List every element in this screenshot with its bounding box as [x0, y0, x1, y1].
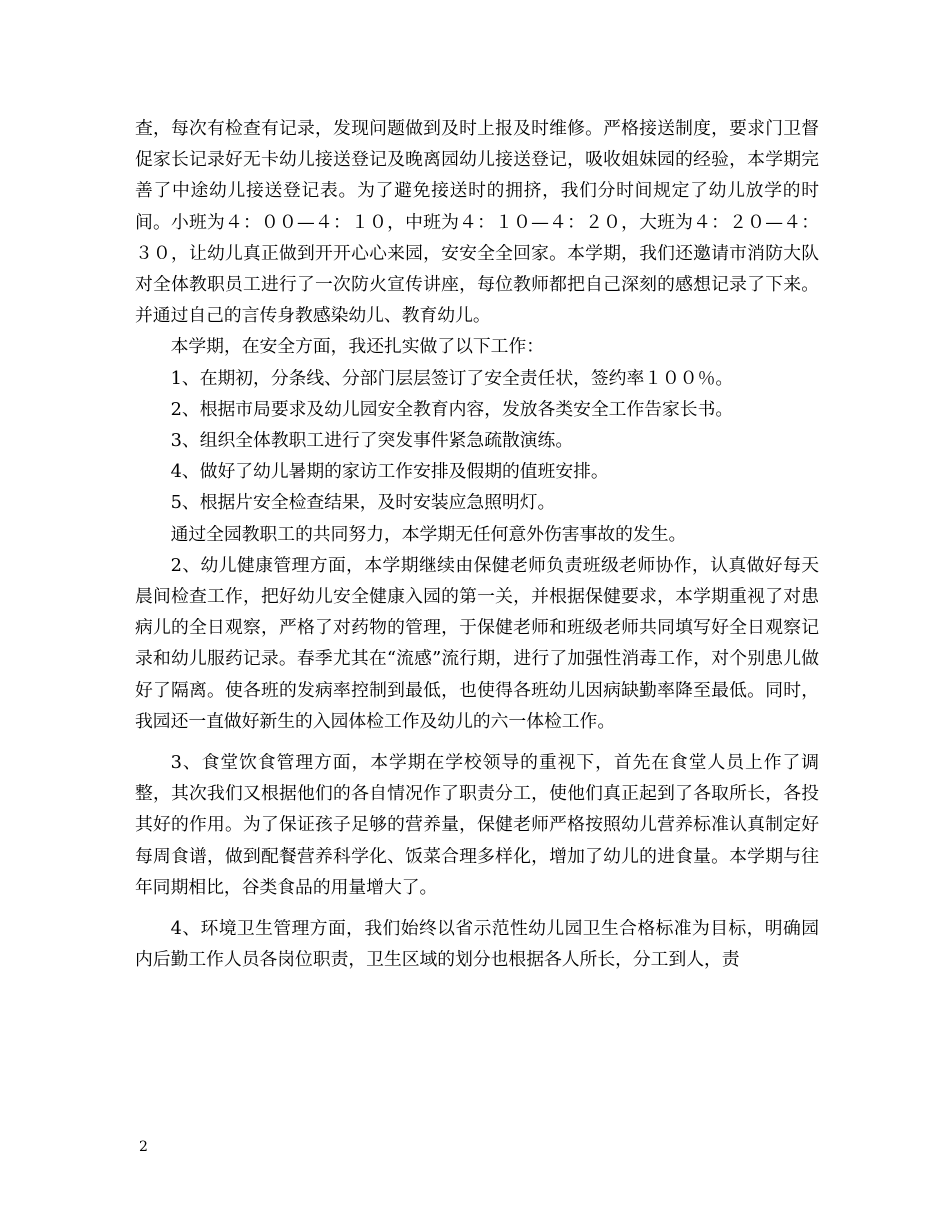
list-item-3: 3、组织全体教职工进行了突发事件紧急疏散演练。: [170, 430, 574, 452]
paragraph-health-management: 2、幼儿健康管理方面，本学期继续由保健老师负责班级老师协作，认真做好每天晨间检查工作，把好幼儿安全健康入园的第一关，并根据保健要求，本学期重视了对患病儿的全日观察，严格了对药物的管理，于保健老师和班级老师共同填写好全日观察记录和幼儿服药记录。春季尤其在“流感”流行期，进行了加强性消毒工作，对个别患儿做好了隔离。使各班的发病率控制到最低，也使得各班幼儿因病缺勤率降至最低。同时，我园还一直做好新生的入园体检工作及幼儿的六一体检工作。: [135, 554, 819, 732]
list-item-1: 1、在期初，分条线、分部门层层签订了安全责任状，签约率１００％。: [170, 367, 734, 389]
paragraph-safety-summary: 通过全园教职工的共同努力，本学期无任何意外伤害事故的发生。: [170, 523, 687, 545]
paragraph-environment-hygiene: 4、环境卫生管理方面，我们始终以省示范性幼儿园卫生合格标准为目标，明确园内后勤工作人员各岗位职责，卫生区域的划分也根据各人所长，分工到人，责: [135, 918, 819, 971]
paragraph-canteen-management: 3、食堂饮食管理方面，本学期在学校领导的重视下，首先在食堂人员上作了调整，其次我们又根据他们的各自情况作了职责分工，使他们真正起到了各取所长，各投其好的作用。为了保证孩子足够的营养量，保健老师严格按照幼儿营养标准认真制定好每周食谱，做到配餐营养科学化、饭菜合理多样化，增加了幼儿的进食量。本学期与往年同期相比，谷类食品的用量增大了。: [135, 752, 819, 898]
list-item-2: 2、根据市局要求及幼儿园安全教育内容，发放各类安全工作告家长书。: [170, 398, 734, 420]
paragraph-safety-intro: 本学期，在安全方面，我还扎实做了以下工作：: [170, 336, 545, 358]
body-text: [135, 113, 819, 975]
list-item-4: 4、做好了幼儿暑期的家访工作安排及假期的值班安排。: [170, 461, 609, 483]
list-item-5: 5、根据片安全检查结果，及时安装应急照明灯。: [170, 492, 556, 514]
paragraph-continued: 查，每次有检查有记录，发现问题做到及时上报及时维修。严格接送制度，要求门卫督促家长记录好无卡幼儿接送登记及晚离园幼儿接送登记，吸收姐妹园的经验，本学期完善了中途幼儿接送登记表。为了避免接送时的拥挤，我们分时间规定了幼儿放学的时间。小班为４：００—４：１０，中班为４：１０—４：２０，大班为４：２０—４：３０，让幼儿真正做到开开心心来园，安安全全回家。本学期，我们还邀请市消防大队对全体教职员工进行了一次防火宣传讲座，每位教师都把自己深刻的感想记录了下来。并通过自己的言传身教感染幼儿、教育幼儿。: [135, 118, 819, 327]
page-number: 2: [139, 1139, 148, 1155]
